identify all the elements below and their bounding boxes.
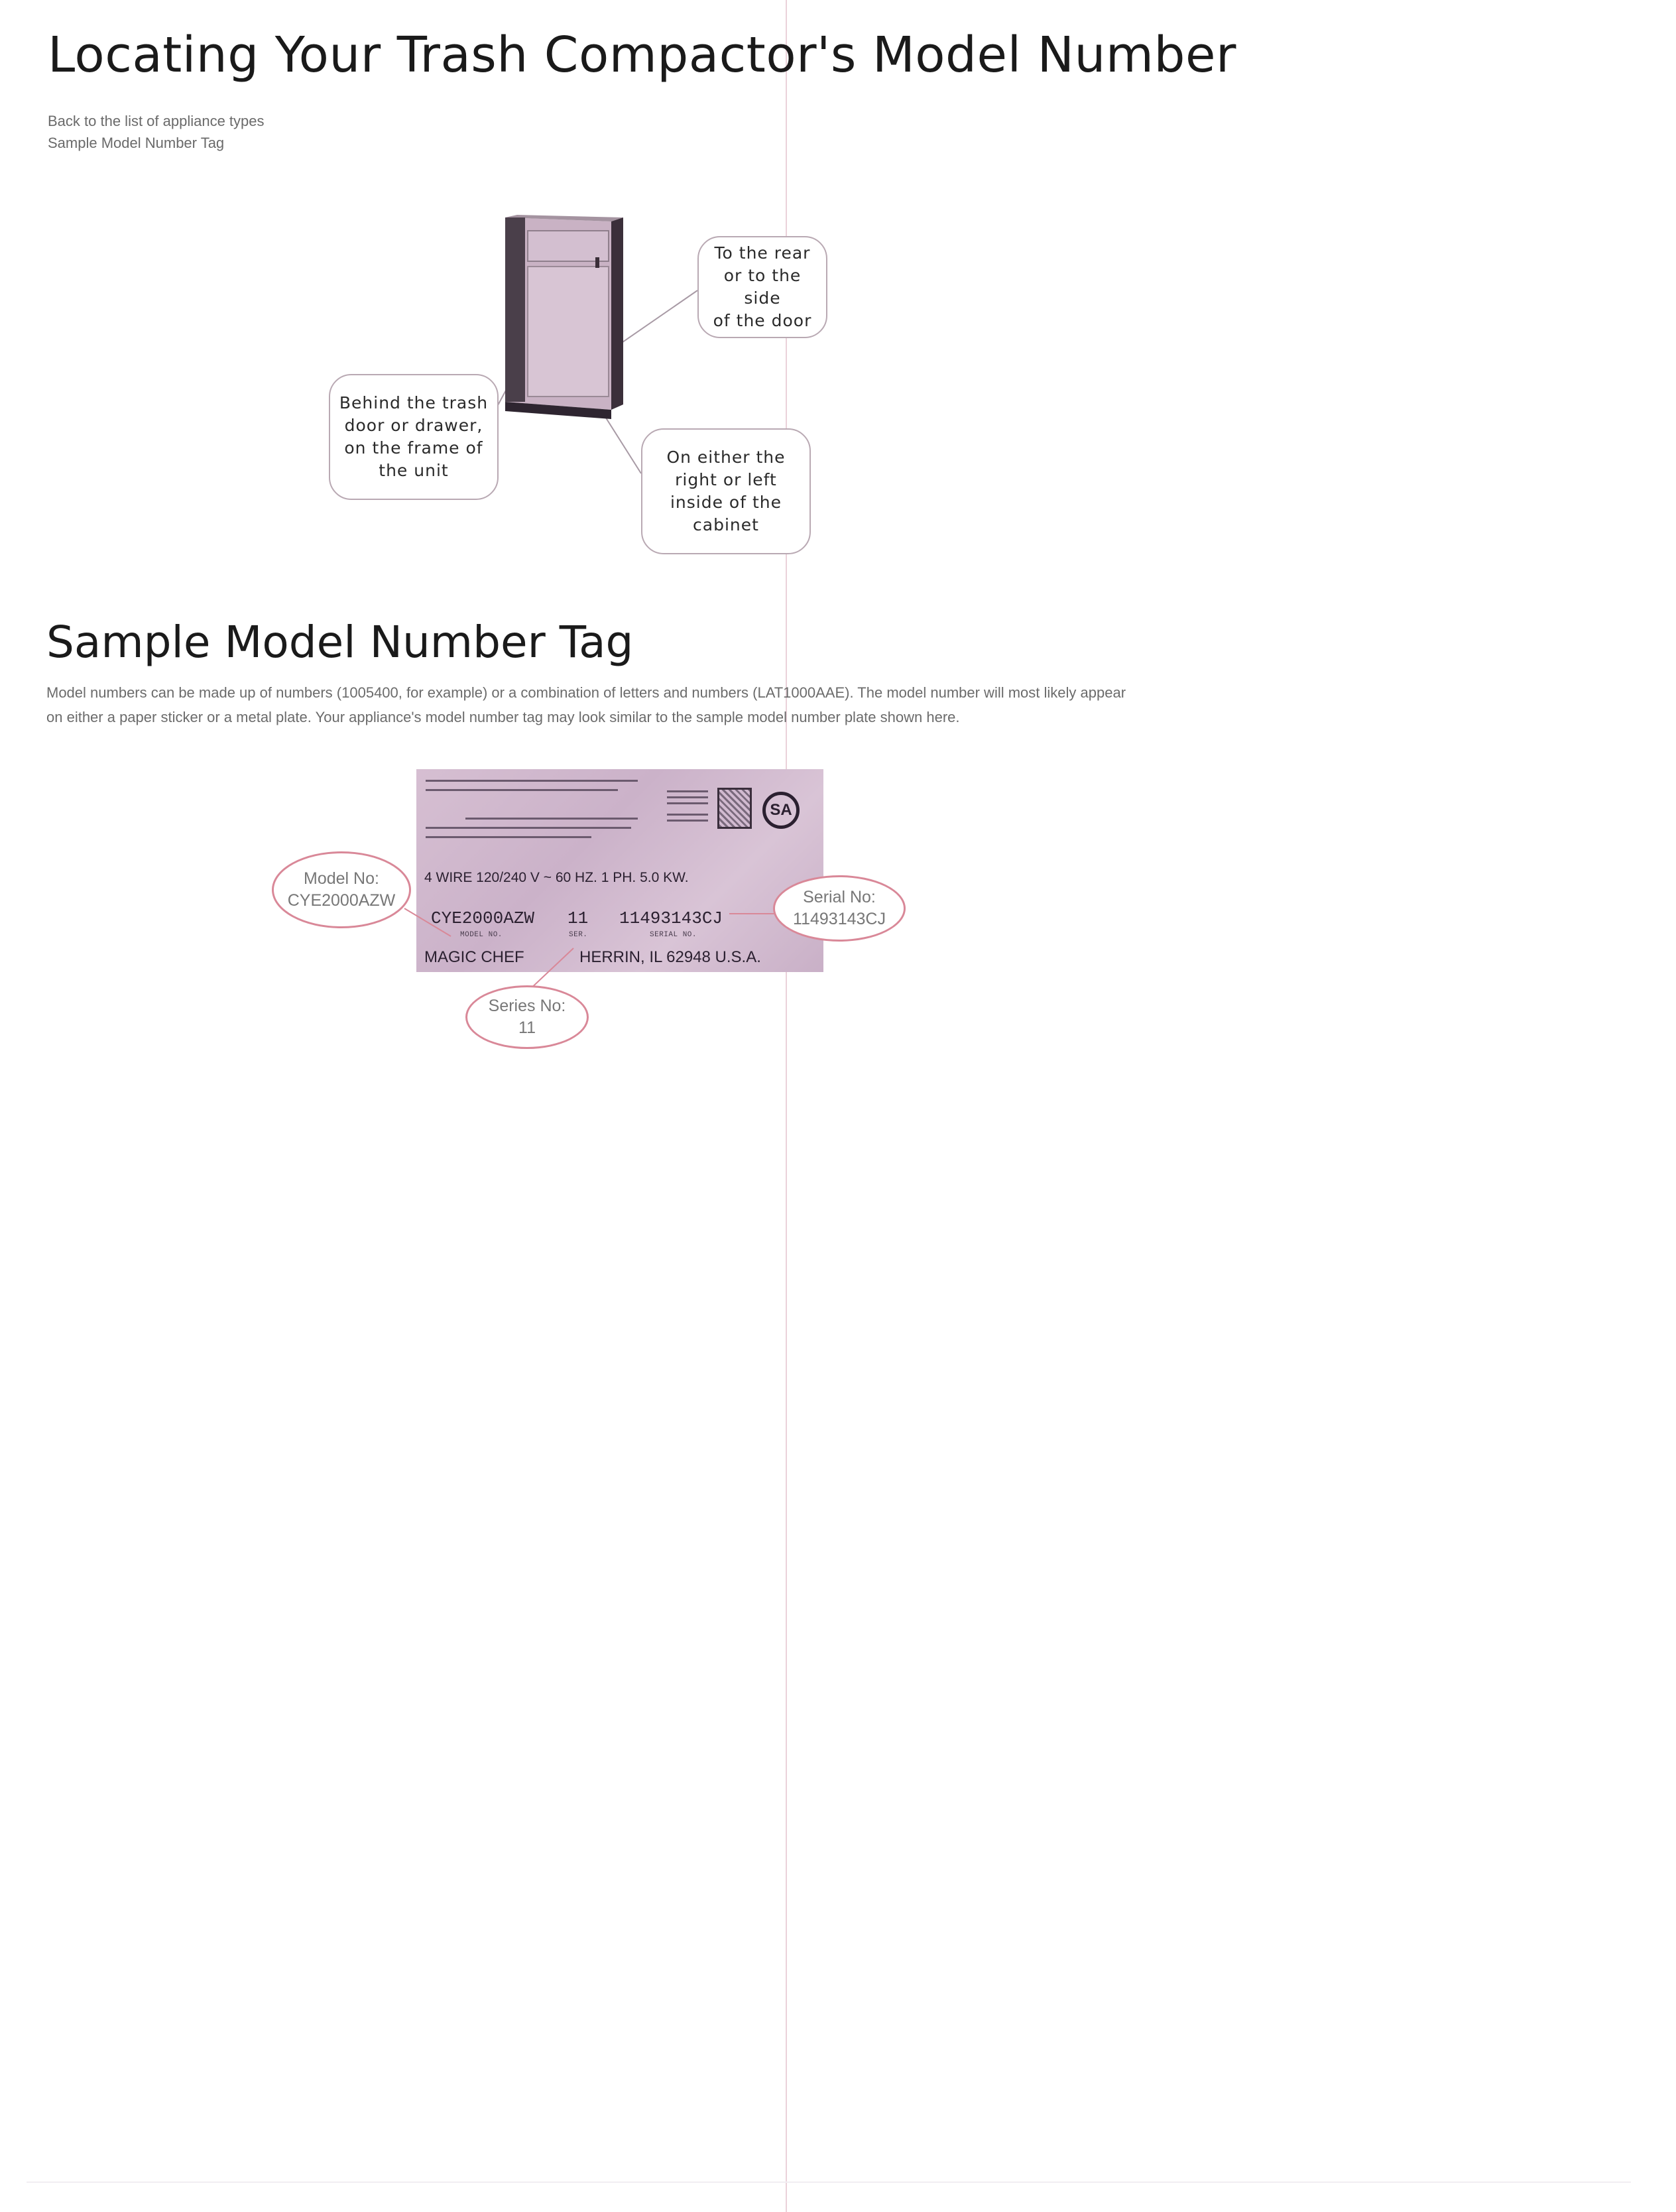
tag-model-number: CYE2000AZW	[431, 908, 535, 928]
callout-line: Behind the trash	[339, 393, 489, 412]
serial-number-label: Serial No:	[803, 888, 876, 906]
tag-brand: MAGIC CHEF	[424, 948, 524, 966]
callout-line: On either the	[666, 448, 786, 467]
callout-inside-cabinet	[641, 428, 811, 554]
tag-series-number: 11	[568, 908, 589, 928]
tag-serial-number: 11493143CJ	[619, 908, 723, 928]
callout-line: door or drawer,	[344, 416, 483, 435]
series-number-oval	[465, 985, 589, 1049]
callout-line: right or left	[675, 470, 777, 489]
callout-rear-or-side-of-door	[697, 236, 827, 338]
callout-line: on the frame of	[344, 438, 483, 458]
callout-line: To the rear	[714, 243, 811, 263]
scan-artifact-line-bottom	[27, 2181, 1631, 2183]
callout-line: the unit	[379, 461, 449, 480]
callout-line: inside of the	[670, 493, 782, 512]
serial-number-oval	[773, 875, 906, 942]
series-number-value: 11	[518, 1018, 536, 1037]
tag-serial-label: SERIAL NO.	[650, 931, 697, 939]
section-title: Sample Model Number Tag	[46, 617, 634, 668]
callout-line: or to the side	[723, 266, 802, 308]
sample-model-tag-link[interactable]: Sample Model Number Tag	[48, 135, 225, 151]
page-title: Locating Your Trash Compactor's Model Number	[48, 27, 1236, 84]
callout-line: cabinet	[693, 515, 759, 534]
csa-logo-text: SA	[770, 801, 792, 819]
model-number-value: CYE2000AZW	[287, 891, 396, 910]
series-number-label: Series No:	[488, 997, 566, 1015]
model-number-oval	[272, 851, 411, 928]
callout-behind-trash-door	[329, 374, 499, 500]
tag-address: HERRIN, IL 62948 U.S.A.	[579, 948, 761, 966]
tag-model-label: MODEL NO.	[460, 931, 503, 939]
callout-line: of the door	[713, 311, 812, 330]
model-number-label: Model No:	[304, 869, 379, 888]
serial-number-value: 11493143CJ	[793, 910, 886, 928]
compactor-diagram	[318, 212, 849, 570]
section-body: Model numbers can be made up of numbers (1005400, for example) or a combination of letters and numbers (LAT1000AAE). The model number will most likely appear on either a paper sticker or a metal plate. Your appliance's model number tag may look similar to the sample model number plate shown here.	[46, 684, 1126, 725]
electrical-rating: 4 WIRE 120/240 V ~ 60 HZ. 1 PH. 5.0 KW.	[424, 870, 689, 885]
tag-series-label: SER.	[569, 931, 588, 939]
back-to-appliance-types-link[interactable]: Back to the list of appliance types	[48, 113, 265, 129]
